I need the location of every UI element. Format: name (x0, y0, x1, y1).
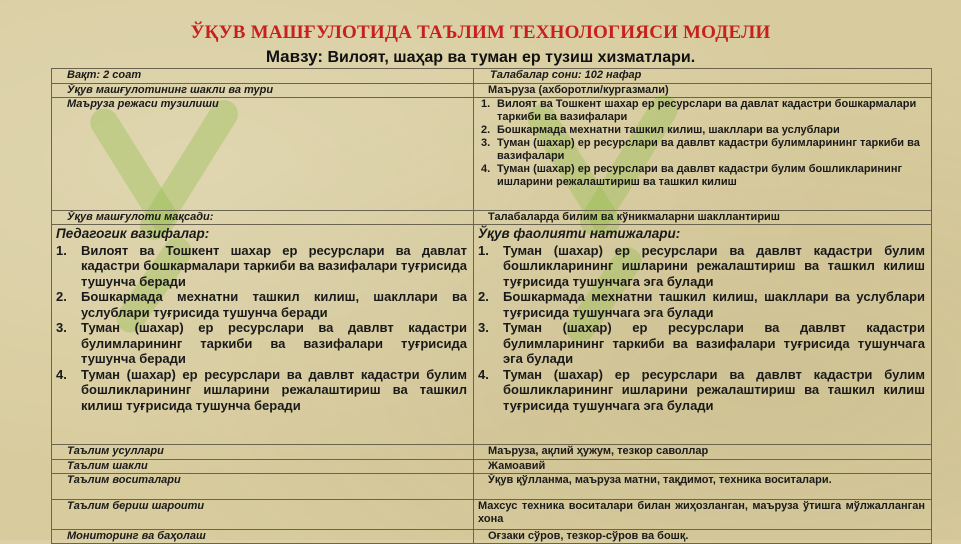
plan-item: 2. Бошкармада мехнатни ташкил килиш, шакллари ва услублари (481, 124, 840, 136)
learning-outcomes-heading: Ўқув фаолияти натижалари: (478, 226, 681, 241)
students-count: Талабалар сони: 102 нафар (474, 69, 932, 84)
lesson-plan-table (51, 68, 932, 544)
task-item: 3. Туман (шахар) ер ресурслари ва давлвт кадастри булимларининг таркиби ва вазифалари туғрисида тушунча беради (56, 320, 467, 366)
outcome-item: 1. Туман (шахар) ер ресурслари ва давлвт кадастри булим бошликларининг ишларини режалаштириш ва ташкил килиш туғрисида тушунчага эга булади (478, 242, 925, 289)
conditions-value: Махсус техника воситалари билан жиҳозланган, маъруза ўтишга мўлжалланган хона (474, 500, 932, 530)
shape-value: Жамоавий (474, 460, 932, 474)
row-plan (52, 98, 932, 211)
plan-list (478, 98, 931, 189)
row-goal (52, 211, 932, 225)
learning-outcomes-cell (474, 225, 932, 445)
conditions-label: Таълим бериш шароити (52, 500, 474, 530)
methods-label: Таълим усуллари (52, 445, 474, 460)
plan-label: Маъруза режаси тузилиши (52, 98, 474, 211)
row-monitoring (52, 530, 932, 544)
row-time (52, 69, 932, 84)
plan-item: 3. Туман (шахар) ер ресурслари ва давлвт кадастри булимларининг таркиби ва вазифалари (481, 137, 920, 162)
row-methods (52, 445, 932, 460)
outcome-item: 2. Бошкармада мехнатни ташкил килиш, шакллари ва услублари туғрисида тушунчага эга булади (478, 289, 925, 320)
form-value: Маъруза (ахборотли/кургазмали) (474, 84, 932, 98)
means-value: Ўқув қўлланма, маъруза матни, тақдимот, техника воситалари. (474, 474, 932, 500)
subject-label: Мавзу: (265, 47, 324, 66)
outcome-item: 4. Туман (шахар) ер ресурслари ва давлвт кадастри булим бошликларининг ишларини режалаштириш ва ташкил килиш туғрисида тушунчага эга булади (478, 366, 925, 413)
plan-item: 1. Вилоят ва Тошкент шахар ер ресурслари ва давлат кадастри бошкармалари таркиби ва вазифалари (481, 98, 917, 123)
shape-label: Таълим шакли (52, 460, 474, 474)
time-label: Вақт: 2 соат (52, 69, 474, 84)
monitoring-label: Мониторинг ва баҳолаш (52, 530, 474, 544)
pedagogical-tasks-cell (52, 225, 474, 445)
outcome-item: 3. Туман (шахар) ер ресурслари ва давлвт кадастри булимларининг таркиби ва вазифалари туғрисида тушунчага эга булади (478, 320, 925, 366)
row-form (52, 84, 932, 98)
form-label: Ўқув машғулотининг шакли ва тури (52, 84, 474, 98)
methods-value: Маъруза, ақлий ҳужум, тезкор саволлар (474, 445, 932, 460)
task-item: 1. Вилоят ва Тошкент шахар ер ресурслари ва давлат кадастри бошкармалари таркиби ва вазифалари туғрисида тушунча беради (56, 242, 467, 289)
pedagogical-tasks-heading: Педагогик вазифалар: (56, 226, 210, 241)
means-label: Таълим воситалари (52, 474, 474, 500)
row-tasks (52, 225, 932, 445)
row-conditions (52, 500, 932, 530)
task-item: 2. Бошкармада мехнатни ташкил килиш, шакллари ва услублари туғрисида тушунча беради (56, 289, 467, 320)
row-shape (52, 460, 932, 474)
plan-list-cell (474, 98, 932, 211)
task-item: 4. Туман (шахар) ер ресурслари ва давлвт кадастри булим бошликларининг ишларини режалаштириш ва ташкил килиш туғрисида тушунча беради (56, 366, 467, 413)
row-means (52, 474, 932, 500)
page-title: ЎҚУВ МАШҒУЛОТИДА ТАЪЛИМ ТЕХНОЛОГИЯСИ МОДЕЛИ (190, 22, 771, 43)
learning-outcomes-list (478, 243, 925, 414)
pedagogical-tasks-list (56, 243, 467, 414)
subject-text: Вилоят, шаҳар ва туман ер тузиш хизматлари. (327, 49, 696, 66)
monitoring-value: Оғзаки сўров, тезкор-сўров ва бошқ. (474, 530, 932, 544)
plan-item: 4. Туман (шахар) ер ресурслари ва давлвт кадастри булим бошликларининг ишларини режалаштириш ва ташкил килиш (481, 163, 903, 188)
goal-value: Талабаларда билим ва кўникмаларни шакллантириш (474, 211, 932, 225)
goal-label: Ўқув машғулоти мақсади: (52, 211, 474, 225)
subject-line (0, 47, 961, 67)
